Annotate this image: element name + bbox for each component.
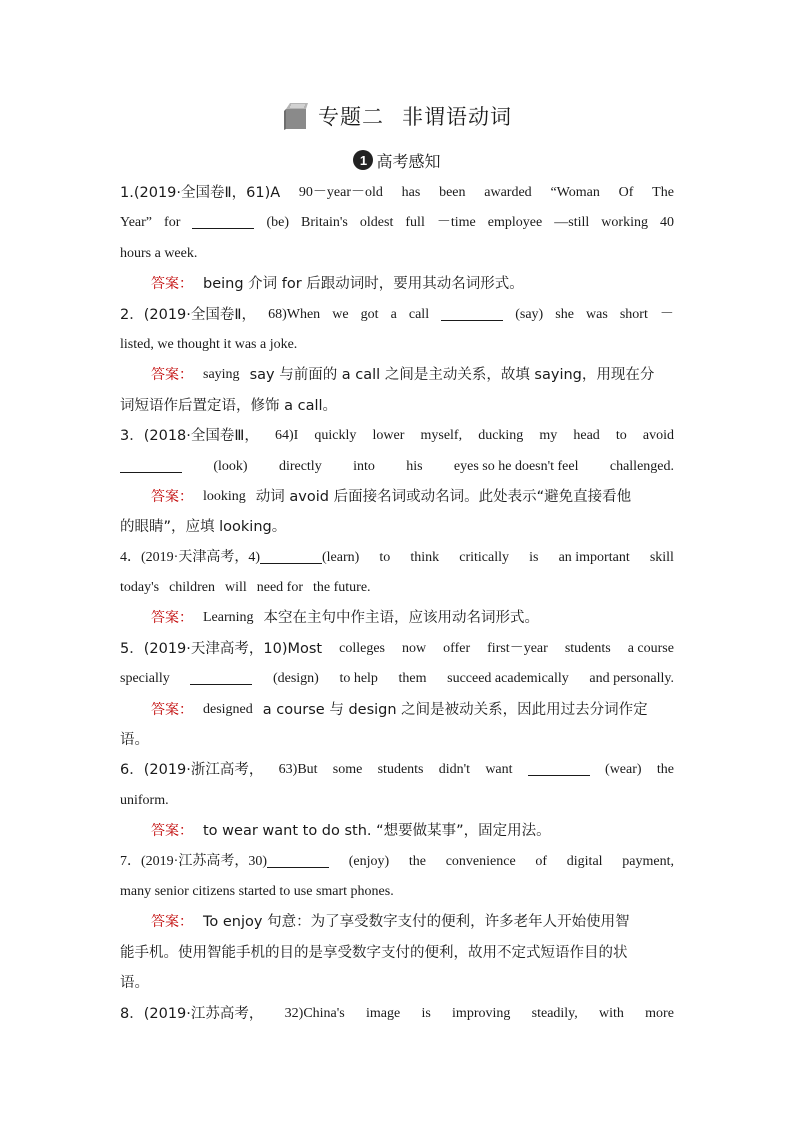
- section-header: [0, 146, 794, 174]
- text-token: directly: [278, 458, 322, 474]
- text-line: [120, 300, 674, 330]
- text-token: payment,: [622, 853, 674, 869]
- text-token: call: [408, 306, 430, 322]
- text-with-blank: [120, 452, 182, 482]
- text-token: and personally.: [589, 671, 674, 687]
- section-number-badge: 1: [353, 150, 373, 170]
- text-token: didn't: [438, 762, 471, 778]
- text-token: designed: [203, 701, 253, 717]
- answer-label: 答案：: [151, 701, 193, 718]
- text-line: [120, 543, 674, 573]
- text-token: Britain's: [301, 215, 348, 231]
- text-token: succeed academically: [447, 671, 569, 687]
- text-token: (be): [266, 215, 289, 231]
- text-token: was: [586, 306, 608, 322]
- fill-in-blank: [441, 304, 503, 321]
- text-line: [120, 816, 674, 846]
- text-line: [120, 664, 674, 694]
- text-token: saying: [203, 367, 240, 383]
- text-token: digital: [566, 853, 603, 869]
- text-token: being 介词 for 后跟动词时，要用其动名词形式。: [203, 276, 524, 293]
- exercise-body: [120, 178, 674, 1029]
- text-token: —still: [554, 215, 590, 231]
- text-token: a course 与 design 之间是被动关系，因此用过去分词作定: [262, 701, 648, 718]
- text-token: think: [410, 549, 440, 565]
- book-icon: [282, 101, 308, 131]
- fill-in-blank: [267, 851, 329, 868]
- page-title: [318, 101, 512, 131]
- text-token: uniform.: [120, 792, 169, 808]
- text-line: [120, 239, 674, 269]
- title-part2: 非谓语动词: [402, 105, 512, 129]
- text-token: 5．(2019·天津高考，10)Most: [120, 640, 323, 657]
- text-token: listed, we thought it was a joke.: [120, 336, 298, 352]
- text-line: [120, 482, 674, 512]
- text-token: short: [619, 306, 648, 322]
- text-token: 本空在主句中作主语，应该用动名词形式。: [263, 610, 540, 627]
- text-line: [120, 999, 674, 1029]
- text-token: colleges: [339, 640, 386, 656]
- text-token: oldest: [359, 215, 394, 231]
- text-token: some: [332, 762, 363, 778]
- text-token: them: [398, 671, 427, 687]
- text-token: she: [555, 306, 574, 322]
- text-token: the future.: [313, 580, 371, 596]
- text-token: now: [402, 640, 427, 656]
- text-token: want: [485, 762, 513, 778]
- text-token: avoid: [642, 428, 674, 444]
- text-token: Year”: [120, 215, 153, 231]
- text-line: [120, 907, 674, 937]
- text-token: improving: [452, 1005, 511, 1021]
- text-token: awarded: [484, 185, 532, 200]
- text-token: To enjoy 句意：为了享受数字支付的便利，许多老年人开始使用智: [203, 914, 630, 931]
- text-token: to wear want to do sth. “想要做某事”，固定用法。: [203, 823, 551, 840]
- text-token: 40: [660, 215, 674, 231]
- text-token: 63)But: [278, 762, 318, 778]
- text-with-blank: [441, 300, 503, 330]
- text-token: (say): [515, 306, 544, 322]
- text-token: specially: [120, 671, 170, 687]
- text-token: －time: [436, 215, 476, 231]
- text-token: challenged.: [609, 458, 674, 474]
- text-token: ducking: [478, 428, 524, 444]
- text-token: more: [645, 1005, 674, 1021]
- text-token: into: [353, 458, 375, 474]
- title-row: [0, 96, 794, 136]
- section-title: 高考感知: [376, 151, 441, 171]
- text-token: got: [360, 306, 379, 322]
- text-token: we: [332, 306, 349, 322]
- text-token: an important: [558, 549, 630, 565]
- text-token: 32)China's: [284, 1005, 345, 1021]
- text-token: students: [564, 640, 611, 656]
- text-line: [120, 786, 674, 816]
- text-token: 的眼睛”，应填 looking。: [120, 519, 287, 536]
- text-token: 3．(2018·全国卷Ⅲ，: [120, 428, 259, 445]
- text-token: will: [224, 580, 247, 596]
- text-line: [120, 725, 674, 755]
- text-token: my: [539, 428, 558, 444]
- text-token: 64)I: [274, 428, 299, 444]
- text-token: the: [408, 853, 426, 869]
- text-token: －: [659, 306, 674, 322]
- text-token: 1.(2019·全国卷Ⅱ，61)A: [120, 185, 281, 201]
- text-token: the: [656, 762, 674, 778]
- text-token: myself,: [420, 428, 463, 444]
- text-token: many senior citizens started to use smart phones.: [120, 883, 394, 899]
- text-with-blank: [192, 208, 254, 238]
- answer-label: 答案：: [151, 488, 193, 505]
- text-token: 动词 avoid 后面接名词或动名词。此处表示“避免直接看他: [255, 488, 632, 505]
- text-line: [120, 421, 674, 451]
- text-token: image: [365, 1005, 401, 1021]
- text-token: to: [379, 549, 391, 565]
- text-token: to help: [339, 671, 378, 687]
- text-line: [120, 877, 674, 907]
- text-line: [120, 603, 674, 633]
- text-token: of: [535, 853, 548, 869]
- text-token: “Woman: [550, 185, 600, 200]
- text-line: [120, 938, 674, 968]
- text-token: 8．(2019·江苏高考，: [120, 1005, 264, 1022]
- text-token: 68)When: [268, 306, 321, 322]
- text-token: say 与前面的 a call 之间是主动关系，故填 saying，用现在分: [249, 367, 655, 384]
- text-token: 词短语作后置定语，修饰 a call。: [120, 397, 338, 414]
- text-token: critically: [459, 549, 510, 565]
- text-token: lower: [372, 428, 405, 444]
- text-token: eyes so he doesn't feel: [453, 458, 579, 474]
- text-token: students: [377, 762, 424, 778]
- text-token: quickly: [314, 428, 357, 444]
- text-token: to: [615, 428, 627, 444]
- text-token: head: [573, 428, 600, 444]
- fill-in-blank: [192, 212, 254, 229]
- text-line: [120, 695, 674, 725]
- text-line: [120, 269, 674, 299]
- answer-label: 答案：: [151, 610, 193, 627]
- text-token: 语。: [120, 732, 149, 749]
- text-token: (look): [213, 458, 248, 474]
- text-token: 2．(2019·全国卷Ⅱ，: [120, 306, 257, 323]
- text-token: hours a week.: [120, 245, 198, 261]
- answer-label: 答案：: [151, 914, 193, 931]
- text-with-blank: 7．(2019·江苏高考，30): [120, 847, 329, 877]
- text-token: need for: [256, 580, 303, 596]
- text-token: 能手机。使用智能手机的目的是享受数字支付的便利，故用不定式短语作目的状: [120, 944, 628, 961]
- text-token: (wear): [605, 762, 642, 778]
- fill-in-blank: [528, 759, 590, 776]
- text-token: today's: [120, 580, 160, 596]
- text-token: 语。: [120, 975, 149, 992]
- text-token: a course: [627, 640, 674, 656]
- text-line: [120, 573, 674, 603]
- text-token: is: [421, 1005, 431, 1021]
- text-token: been: [439, 185, 466, 200]
- fill-in-blank: [120, 456, 182, 473]
- text-token: is: [529, 549, 539, 565]
- text-token: Learning: [203, 610, 254, 626]
- fill-in-blank: [260, 547, 322, 564]
- text-with-blank: [190, 664, 252, 694]
- text-token: The: [652, 185, 674, 200]
- text-token: working: [601, 215, 648, 231]
- text-line: [120, 178, 674, 208]
- text-token: 90－year－old: [298, 185, 383, 200]
- text-line: [120, 847, 674, 877]
- text-token: 6．(2019·浙江高考，: [120, 762, 264, 779]
- text-token: a: [390, 306, 397, 322]
- answer-label: 答案：: [151, 276, 193, 293]
- text-line: [120, 360, 674, 390]
- text-token: first－year: [487, 640, 548, 656]
- text-line: [120, 512, 674, 542]
- text-line: [120, 452, 674, 482]
- text-token: employee: [487, 215, 543, 231]
- text-token: for: [164, 215, 181, 231]
- text-line: [120, 391, 674, 421]
- text-token: full: [405, 215, 425, 231]
- text-token: his: [406, 458, 423, 474]
- text-token: (enjoy): [348, 853, 390, 869]
- text-line: [120, 330, 674, 360]
- answer-label: 答案：: [151, 823, 193, 840]
- text-token: skill: [649, 549, 674, 565]
- answer-label: 答案：: [151, 367, 193, 384]
- text-token: looking: [203, 488, 246, 504]
- text-line: [120, 755, 674, 785]
- fill-in-blank: [190, 668, 252, 685]
- text-token: offer: [443, 640, 471, 656]
- text-token: steadily,: [531, 1005, 578, 1021]
- text-token: has: [401, 185, 421, 200]
- text-with-blank: 4．(2019·天津高考，4) (learn): [120, 543, 359, 573]
- text-line: [120, 208, 674, 238]
- text-token: Of: [618, 185, 634, 200]
- title-part1: 专题二: [318, 105, 384, 129]
- text-token: convenience: [445, 853, 516, 869]
- text-token: children: [169, 580, 215, 596]
- text-with-blank: [528, 755, 590, 785]
- text-token: (design): [272, 671, 319, 687]
- text-line: [120, 968, 674, 998]
- text-line: [120, 634, 674, 664]
- text-token: with: [599, 1005, 624, 1021]
